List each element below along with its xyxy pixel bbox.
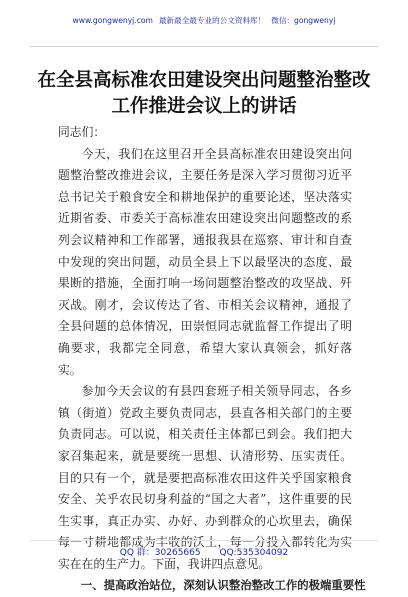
- document-title: [0, 68, 408, 120]
- section-heading-1: 一、提高政治站位，深刻认识整治整改工作的极端重要性: [80, 578, 366, 593]
- header-wechat: 微信：gongwenyj: [271, 15, 336, 25]
- header-slogan: 最新最全最专业的公文资料库！: [158, 15, 266, 25]
- title-line-2: 工作推进会议上的讲话: [111, 96, 297, 117]
- footer-qq-group: QQ 群：30265665: [119, 548, 201, 558]
- salutation: 同志们：: [58, 125, 106, 139]
- document-body: [58, 122, 366, 597]
- footer-bar: [0, 545, 408, 558]
- paragraph-1: 今天，我们在这里召开全县高标准农田建设突出问题整治整改推进会议，主要任务是深入学习贯彻习近平总书记关于粮食安全和耕地保护的重要论述，坚决落实近期省委、市委关于高标准农田建设突出问题整改的系列会议精神和工作部署，通报我县在巡察、审计和自查中发现的突出问题，动员全县上下以最坚决的态度、最果断的措施，全面打响一场问题整治整改的攻坚战、歼灭战。刚才，会议传达了省、市相关会议精神，通报了全县问题的总体情况，田崇恒同志就监督工作提出了明确要求，我都完全同意，希望大家认真领会，抓好落实。: [58, 146, 352, 377]
- footer-divider: [30, 540, 378, 541]
- footer-qq: QQ:535304092: [219, 548, 289, 558]
- header-website-link[interactable]: www.gongwenyj.com: [72, 15, 153, 25]
- header-divider: [30, 46, 378, 47]
- paragraph-2: 参加今天会议的有县四套班子相关领导同志，各乡镇（街道）党政主要负责同志，县直各相关部门的主要负责同志。可以说，相关责任主体都已到会。我们把大家召集起来，就是要统一思想、认清形势、压实责任。目的只有一个，就是要把高标准农田这件关乎国家粮食安全、关乎农民切身利益的“国之大者”，这件重要的民生实事，真正办实、办好、办到群众的心坎里去，确保每一寸耕地都成为丰收的沃土，每一分投入都转化为实实在在的生产力。下面，我讲四点意见。: [58, 384, 352, 571]
- title-line-1: 在全县高标准农田建设突出问题整治整改: [37, 70, 371, 91]
- header-bar: [0, 0, 408, 40]
